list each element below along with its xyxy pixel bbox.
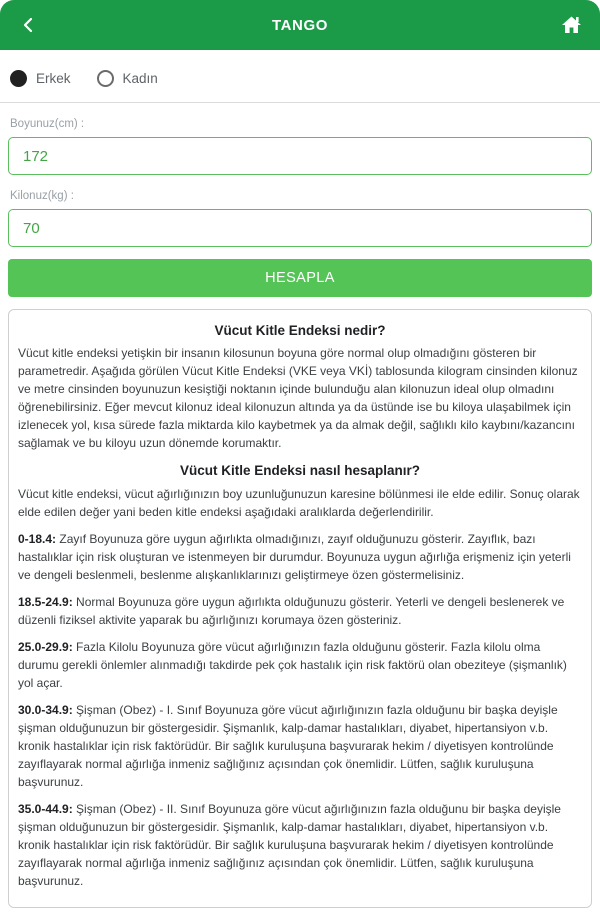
radio-erkek[interactable] — [10, 70, 71, 87]
back-button[interactable] — [16, 12, 42, 38]
range-label: 30.0-34.9: — [18, 702, 73, 717]
range-text: Normal Boyunuza göre uygun ağırlıkta olduğunuzu gösterir. Yeterli ve dengeli beslenerek ve düzenli fiziksel aktivite yaparak bu ağırlığınızı korumaya özen gösteriniz. — [18, 594, 565, 627]
bmi-how-text: Vücut kitle endeksi, vücut ağırlığınızın boy uzunluğunuzun karesine bölünmesi ile elde edilir. Sonuç olarak elde edilen değer yani beden kitle endeksi aşağıdaki aralıklarda değerlendirilir. — [18, 486, 580, 519]
divider — [0, 102, 600, 103]
bmi-range-underweight — [18, 530, 582, 584]
gender-selector — [10, 70, 590, 87]
bmi-what-text: Vücut kitle endeksi yetişkin bir insanın kilosunun boyuna göre normal olup olmadığını gösteren bir parametredir. Aşağıda görülen Vücut Kitle Endeksi (VKE veya VKİ) tablosunda kilogram cinsinden kilonuz ve metre cinsinden boyunuzun kesiştiği noktanın içinde bulunduğu alan kilonuzun ideal olup olmadını öğrenebilirsiniz. Eğer mevcut kilonuz ideal kilonuzun altında ya da üstünde ise bu kiloya ulaşabilmek için izlenecek yol, kısa sürede fazla miktarda kilo kaybetmek ya da almak değil, sağlıklı kilo kaybını/kazancını sağlamak ve bu kiloyu uzun dönemde korumaktır. — [18, 346, 578, 451]
bmi-info-panel — [8, 309, 592, 908]
radio-kadin[interactable] — [97, 70, 158, 87]
height-input[interactable] — [8, 137, 592, 175]
range-label: 18.5-24.9: — [18, 594, 73, 609]
weight-label: Kilonuz(kg) : — [10, 190, 74, 202]
radio-kadin-label: Kadın — [122, 71, 158, 86]
bmi-range-overweight — [18, 638, 582, 692]
range-label: 25.0-29.9: — [18, 639, 73, 654]
radio-erkek-label: Erkek — [36, 71, 71, 86]
range-label: 0-18.4: — [18, 531, 57, 546]
home-button[interactable] — [558, 12, 584, 38]
radio-checked-icon — [10, 70, 27, 87]
range-label: 35.0-44.9: — [18, 801, 73, 816]
hesapla-button[interactable]: HESAPLA — [8, 259, 592, 297]
chevron-left-icon — [21, 17, 37, 33]
bmi-what-heading: Vücut Kitle Endeksi nedir? — [214, 323, 386, 338]
app-header — [0, 0, 600, 50]
bmi-range-normal — [18, 593, 582, 629]
bmi-range-obese-2 — [18, 800, 582, 890]
height-label: Boyunuz(cm) : — [10, 118, 85, 130]
bmi-range-obese-1 — [18, 701, 582, 791]
home-icon — [561, 15, 582, 35]
main-content — [0, 70, 600, 908]
bmi-how-heading: Vücut Kitle Endeksi nasıl hesaplanır? — [179, 463, 421, 479]
range-text: Fazla Kilolu Boyunuza göre vücut ağırlığınızın fazla olduğunu gösterir. Fazla kilolu olma durumu gerekli önlemler alınmadığı takdirde pek çok hastalık için risk faktörü olan obeziteye (şişmanlık) yol açar. — [18, 639, 567, 690]
range-text: Şişman (Obez) - II. Sınıf Boyunuza göre vücut ağırlığınızın fazla olduğunu bir başka deyişle şişman olduğunuzun bir göstergesidir. Şişmanlık, kalp-damar hastalıkları, diyabet, hipertansiyon v.b. kronik hastalıklar için risk faktörüdür. Bir sağlık kuruluşuna başvurarak hekim / diyetisyen kontrolünde zayıflayarak normal ağırlığa inmeniz sağlığınız açısından çok önemlidir. Lütfen, sağlık kuruluşuna başvurunuz. — [18, 801, 561, 888]
range-text: Şişman (Obez) - I. Sınıf Boyunuza göre vücut ağırlığınızın fazla olduğunu bir başka deyişle şişman olduğunuzun bir göstergesidir. Şişmanlık, kalp-damar hastalıkları, diyabet, hipertansiyon v.b. kronik hastalıklar için risk faktörüdür. Bir sağlık kuruluşuna başvurarak hekim / diyetisyen kontrolünde zayıflayarak normal ağırlığa inmeniz sağlığınız açısından çok önemlidir. Lütfen, sağlık kuruluşuna başvurunuz. — [18, 702, 558, 789]
app-title: TANGO — [271, 16, 329, 34]
radio-unchecked-icon — [97, 70, 114, 87]
weight-input[interactable] — [8, 209, 592, 247]
range-text: Zayıf Boyunuza göre uygun ağırlıkta olmadığınızı, zayıf olduğunuzu gösterir. Zayıflık, bazı hastalıklar için risk oluşturan ve istenmeyen bir durumdur. Boyunuza uygun ağırlığa erişmeniz için yeterli ve dengeli beslenmeli, beslenme alışkanlıklarınızı geliştirmeye özen göstermelisiniz. — [18, 531, 571, 582]
